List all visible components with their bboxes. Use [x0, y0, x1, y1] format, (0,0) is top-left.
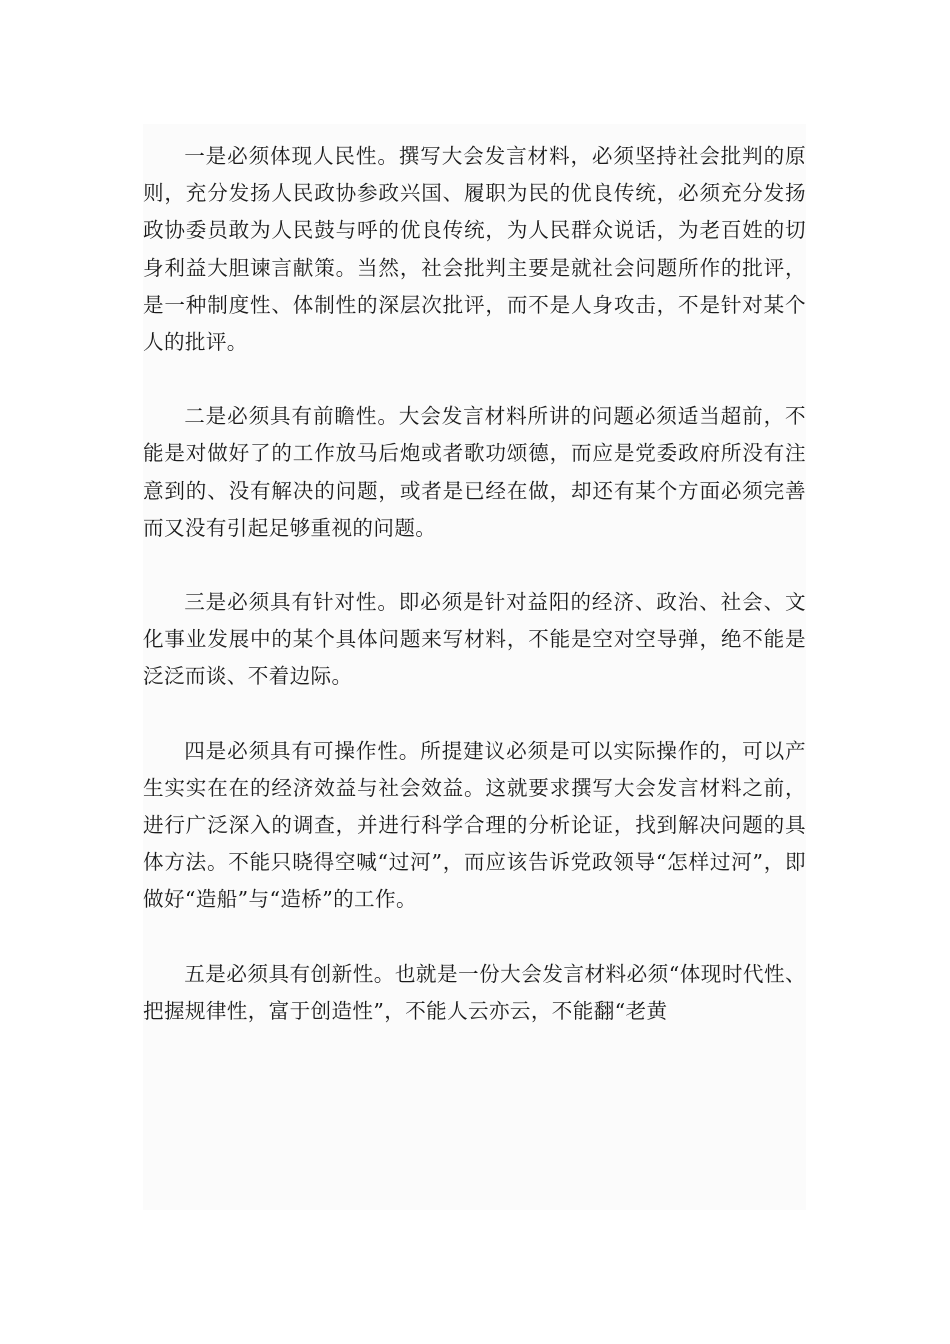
- paragraph-2: 二是必须具有前瞻性。大会发言材料所讲的问题必须适当超前，不能是对做好了的工作放马后炮或者歌功颂德，而应是党委政府所没有注意到的、没有解决的问题，或者是已经在做，却还有某个方面必须完善而又没有引起足够重视的问题。: [143, 404, 806, 540]
- paragraph-1: 一是必须体现人民性。撰写大会发言材料，必须坚持社会批判的原则，充分发扬人民政协参政兴国、履职为民的优良传统，必须充分发扬政协委员敢为人民鼓与呼的优良传统，为人民群众说话，为老百姓的切身利益大胆谏言献策。当然，社会批判主要是就社会问题所作的批评，是一种制度性、体制性的深层次批评，而不是人身攻击，不是针对某个人的批评。: [143, 144, 806, 355]
- paragraph-3: 三是必须具有针对性。即必须是针对益阳的经济、政治、社会、文化事业发展中的某个具体问题来写材料，不能是空对空导弹，绝不能是泛泛而谈、不着边际。: [143, 590, 806, 689]
- paragraph-5: 五是必须具有创新性。也就是一份大会发言材料必须“体现时代性、把握规律性，富于创造性”，不能人云亦云，不能翻“老黄: [143, 961, 806, 1023]
- document-body: [143, 124, 806, 1210]
- paragraph-4: 四是必须具有可操作性。所提建议必须是可以实际操作的，可以产生实实在在的经济效益与社会效益。这就要求撰写大会发言材料之前，进行广泛深入的调查，并进行科学合理的分析论证，找到解决问题的具体方法。不能只晓得空喊“过河”，而应该告诉党政领导“怎样过河”，即做好“造船”与“造桥”的工作。: [143, 738, 806, 912]
